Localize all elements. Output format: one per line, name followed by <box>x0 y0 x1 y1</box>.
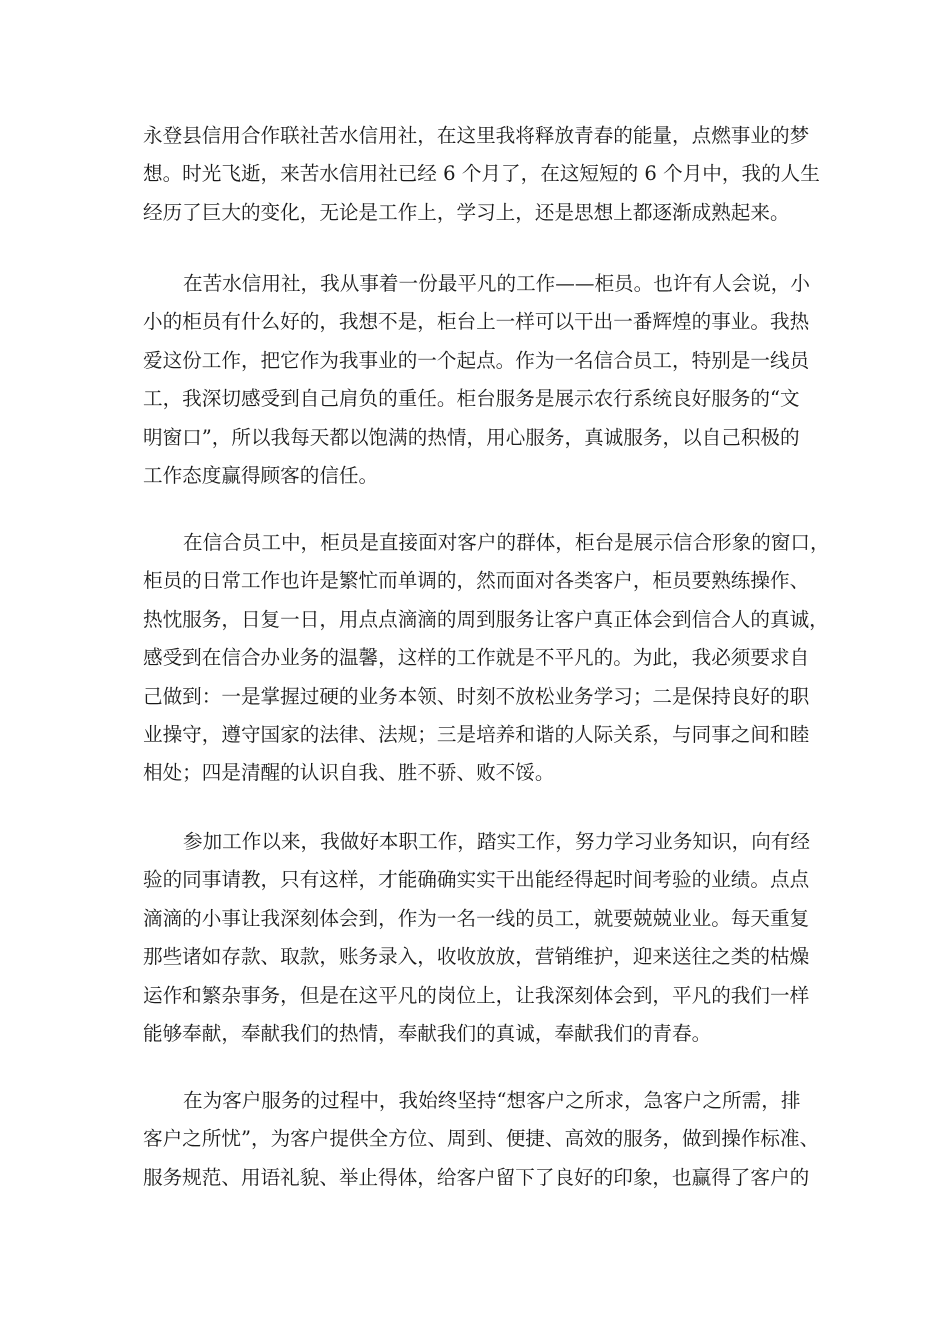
text-line: 小的柜员有什么好的，我想不是，柜台上一样可以干出一番辉煌的事业。我热 <box>143 310 810 334</box>
paragraph-5 <box>143 1082 819 1197</box>
text-line: 工作态度赢得顾客的信任。 <box>143 463 379 487</box>
text-line: 客户之所忧”，为客户提供全方位、周到、便捷、高效的服务，做到操作标准、 <box>143 1127 820 1151</box>
text-line: 想。时光飞逝，来苦水信用社已经 6 个月了，在这短短的 6 个月中，我的人生 <box>143 162 820 186</box>
text-line: 己做到：一是掌握过硬的业务本领、时刻不放松业务学习；二是保持良好的职 <box>143 684 810 708</box>
text-line: 永登县信用合作联社苦水信用社，在这里我将释放青春的能量，点燃事业的梦 <box>143 124 810 147</box>
text-line: 工，我深切感受到自己肩负的重任。柜台服务是展示农行系统良好服务的“文 <box>143 387 800 411</box>
text-line: 明窗口”，所以我每天都以饱满的热情，用心服务，真诚服务，以自己积极的 <box>143 425 800 449</box>
text-line: 业操守，遵守国家的法律、法规；三是培养和谐的人际关系，与同事之间和睦 <box>143 722 810 746</box>
text-line: 爱这份工作，把它作为我事业的一个起点。作为一名信合员工，特别是一线员 <box>143 348 810 372</box>
text-line: 那些诸如存款、取款，账务录入，收收放放，营销维护，迎来送往之类的枯燥 <box>143 945 810 969</box>
paragraph-4 <box>143 823 810 1053</box>
text-line: 在苦水信用社，我从事着一份最平凡的工作——柜员。也许有人会说，小 <box>183 272 810 295</box>
text-line: 运作和繁杂事务，但是在这平凡的岗位上，让我深刻体会到，平凡的我们一样 <box>143 983 810 1007</box>
paragraph-2 <box>143 265 810 495</box>
text-line: 验的同事请教，只有这样，才能确确实实干出能经得起时间考验的业绩。点点 <box>143 868 810 892</box>
paragraph-3 <box>143 524 830 793</box>
paragraph-1 <box>143 117 820 232</box>
text-line: 热忱服务，日复一日，用点点滴滴的周到服务让客户真正体会到信合人的真诚， <box>143 607 829 631</box>
text-line: 相处；四是清醒的认识自我、胜不骄、败不馁。 <box>143 761 555 785</box>
text-line: 滴滴的小事让我深刻体会到，作为一名一线的员工，就要兢兢业业。每天重复 <box>143 906 810 930</box>
text-line: 在为客户服务的过程中，我始终坚持“想客户之所求，急客户之所需，排 <box>183 1089 801 1112</box>
text-line: 能够奉献，奉献我们的热情，奉献我们的真诚，奉献我们的青春。 <box>143 1021 712 1045</box>
text-line: 柜员的日常工作也许是繁忙而单调的，然而面对各类客户，柜员要熟练操作、 <box>143 569 810 593</box>
text-line: 参加工作以来，我做好本职工作，踏实工作，努力学习业务知识，向有经 <box>183 830 810 853</box>
text-line: 感受到在信合办业务的温馨，这样的工作就是不平凡的。为此，我必须要求自 <box>143 646 810 670</box>
text-line: 服务规范、用语礼貌、举止得体，给客户留下了良好的印象，也赢得了客户的 <box>143 1165 810 1189</box>
text-line: 经历了巨大的变化，无论是工作上，学习上，还是思想上都逐渐成熟起来。 <box>143 200 790 224</box>
text-line: 在信合员工中，柜员是直接面对客户的群体，柜台是展示信合形象的窗口， <box>183 531 830 554</box>
